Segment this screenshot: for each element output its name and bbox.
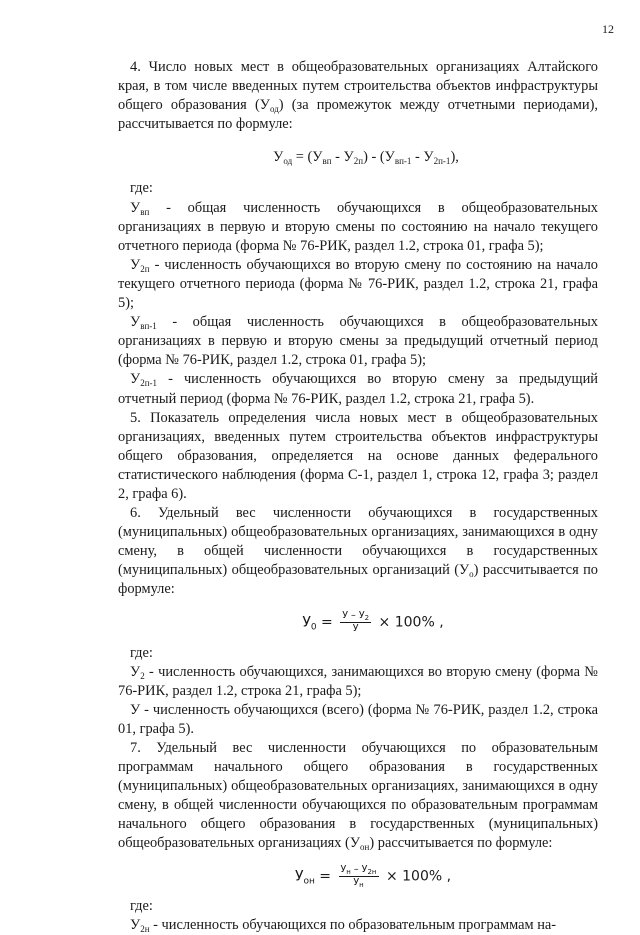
paragraph-4: 4. Число новых мест в общеобразовательных организациях Алтайского края, в том числе введенных путем строительства объектов инфраструктуры общего образования $(У_{од})$ (за промежуток между отчетными периодами), рассчитывается по формуле:: [118, 59, 598, 133]
where-label: где:: [130, 180, 153, 197]
page-number: 12: [602, 22, 614, 36]
paragraph-5: 5. Показатель определения числа новых мест в общеобразовательных организациях, введенных путем строительства объектов инфраструктуры общего образования, определяется на основе данных федерального статистического наблюдения (форма С-1, раздел 1, строка 12, графа 3; раздел 2, графа 6).: [118, 409, 598, 502]
document-body: [118, 58, 598, 935]
definition-u2p-1: $У_{2п-1}$ - численность обучающихся во вторую смену за предыдущий отчетный период (форма № 76-РИК, раздел 1.2, строка 21, графа 5).: [118, 371, 598, 407]
fraction-denominator: У: [352, 622, 359, 634]
fraction-denominator: $У_н$: [353, 876, 364, 889]
formula-primary-one-shift-share: $У_{он}$ = $\frac{У_н - У_{2н}}{У_н}$ × 100% ,: [294, 863, 452, 889]
paragraph-7: 7. Удельный вес численности обучающихся по образовательным программам начального общего образования в государственных (муниципальных) общеобразовательных организациях, занимающихся в одну смену, в общей численности обучающихся по образовательным программам начального общего образования в государственных (муниципальных) общеобразовательных организациях $(У_{он})$ рассчитывается по формуле:: [118, 740, 598, 853]
definition-u2: $У_2$ - численность обучающихся, занимающихся во вторую смену (форма № 76-РИК, раздел 1.2, строка 21, графа 5);: [118, 663, 598, 699]
definition-u: У - численность обучающихся (всего) (форма № 76-РИК, раздел 1.2, строка 01, графа 5).: [118, 701, 598, 737]
fraction-numerator: $У_н - У_{2н}$: [340, 863, 377, 876]
fraction-numerator: У – $У_2$: [342, 609, 370, 622]
definition-uvp-1: $У_{вп-1}$ - общая численность обучающихся в общеобразовательных организациях в первую и вторую смены за предыдущий отчетный период (форма № 76-РИК, раздел 1.2, строка 01, графа 5);: [118, 314, 598, 369]
definition-u2n: $У_{2н}$ - численность обучающихся по образовательным программам на-: [130, 916, 557, 934]
definition-uvp: $У_{вп}$ - общая численность обучающихся в общеобразовательных организациях в первую и вторую смены по состоянию на начало текущего отчетного периода (форма № 76-РИК, раздел 1.2, строка 01, графа 5);: [118, 199, 598, 254]
formula-one-shift-share: $У_0$ = $\frac{У - У_2}{У}$ × 100% ,: [302, 609, 444, 634]
formula-new-places: $У_{од} = (У_{вп} - У_{2п}) - (У_{вп-1} - У_{2п-1})$,: [273, 149, 459, 167]
fraction: [340, 610, 371, 635]
where-label: где:: [130, 644, 153, 661]
paragraph-6: 6. Удельный вес численности обучающихся в государственных (муниципальных) общеобразовательных организациях, занимающихся в одну смену, в общей численности обучающихся в государственных (муниципальных) общеобразовательных организаций $(У_о)$ рассчитывается по формуле:: [118, 505, 598, 598]
definition-u2p: $У_{2п}$ - численность обучающихся во вторую смену по состоянию на начало текущего отчетного периода (форма № 76-РИК, раздел 1.2, строка 21, графа 5);: [118, 256, 598, 312]
where-label: где:: [130, 897, 153, 914]
fraction: [339, 864, 379, 889]
